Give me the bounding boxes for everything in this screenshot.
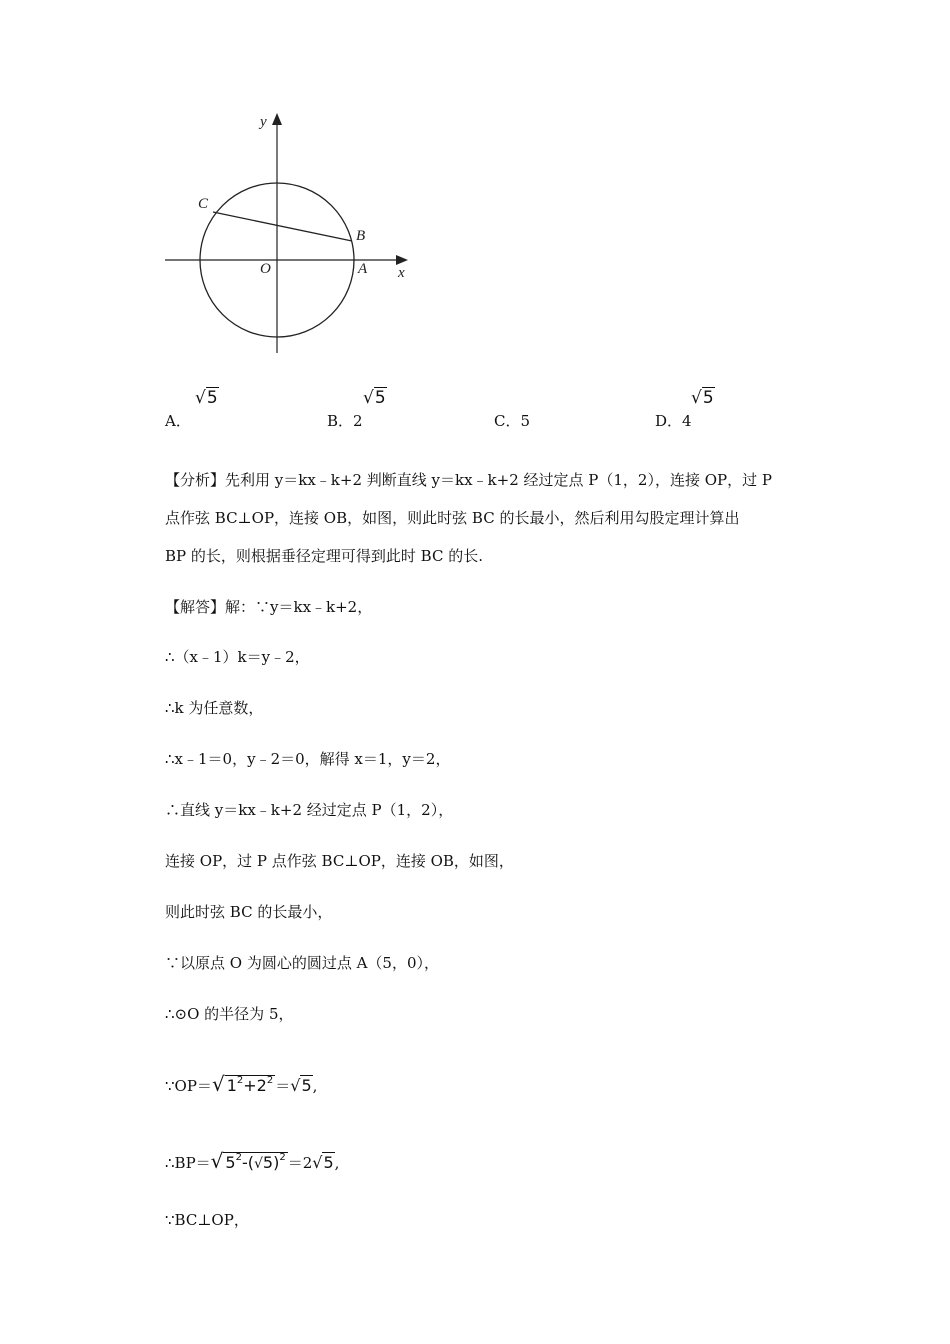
bp-result-radical: √5: [312, 1153, 334, 1172]
op-exp-a: 2: [236, 1075, 244, 1086]
option-d-radicand: 5: [702, 388, 714, 408]
bp-result: 5: [323, 1153, 334, 1172]
solution-line-6: 连接 OP，过 P 点作弦 BC⊥OP，连接 OB，如图，: [165, 852, 514, 870]
analysis-line-2: 点作弦 BC⊥OP，连接 OB，如图，则此时弦 BC 的长最小，然后利用勾股定理计算出: [165, 509, 740, 527]
solution-line-1: 【解答】解：∵y＝kx﹣k+2，: [165, 598, 373, 616]
label-c: C: [198, 196, 209, 212]
option-d-label: D．4: [655, 412, 692, 430]
chord-bc: [213, 212, 352, 241]
op-term-b: +2: [243, 1076, 267, 1095]
label-x: x: [398, 265, 405, 281]
solution-line-12: ∵BC⊥OP，: [165, 1211, 249, 1229]
op-term-a: 1: [226, 1076, 237, 1095]
solution-line-4: ∴x﹣1＝0，y﹣2＝0，解得 x＝1，y＝2，: [165, 750, 451, 768]
bp-close: ): [273, 1153, 280, 1172]
solution-line-3: ∴k 为任意数，: [165, 699, 264, 717]
bp-radical: √ $5^2-(√5)^2$: [210, 1149, 286, 1173]
bp-term-a: 5: [225, 1153, 236, 1172]
op-result: 5: [301, 1076, 312, 1095]
bp-exp-a: 2: [235, 1152, 242, 1163]
option-b-radicand: 5: [374, 388, 386, 408]
op-end: ,: [312, 1077, 318, 1095]
bp-formula: [165, 1145, 339, 1177]
option-a-radical: √5: [195, 388, 218, 408]
option-c-label: C．5: [494, 412, 531, 430]
op-result-radical: √5: [290, 1076, 312, 1095]
bp-prefix: ∴BP＝: [165, 1154, 211, 1172]
label-b: B: [356, 228, 366, 244]
label-a: A: [358, 261, 368, 277]
bp-end: ,: [334, 1154, 340, 1172]
x-axis-arrow: [396, 255, 408, 265]
analysis-line-1: 【分析】先利用 y＝kx﹣k+2 判断直线 y＝kx﹣k+2 经过定点 P（1，2），连接 OP，过 P: [165, 471, 772, 489]
op-eq: ＝: [275, 1077, 291, 1095]
option-b-label: B．2: [327, 412, 363, 430]
bp-mid: -(: [241, 1153, 254, 1172]
solution-line-5: ∴直线 y＝kx﹣k+2 经过定点 P（1，2），: [165, 801, 454, 819]
solution-line-9: ∴⊙O 的半径为 5，: [165, 1005, 294, 1023]
bp-eq: ＝2: [287, 1154, 313, 1172]
bp-exp-b: 2: [279, 1152, 286, 1163]
solution-line-2: ∴（x﹣1）k＝y﹣2，: [165, 648, 310, 666]
option-a-radicand: 5: [206, 388, 218, 408]
label-o: O: [260, 261, 271, 277]
solution-line-7: 则此时弦 BC 的长最小，: [165, 903, 333, 921]
op-prefix: ∵OP＝: [165, 1077, 212, 1095]
label-y: y: [260, 114, 267, 130]
y-axis-arrow: [272, 113, 282, 125]
option-b-radical: √5: [363, 388, 386, 408]
op-radical: √ $1^2+2^2$: [211, 1072, 274, 1096]
bp-inner: 5: [262, 1153, 274, 1172]
option-a-label: A．: [165, 412, 191, 430]
option-d-radical: √5: [691, 388, 714, 408]
circle-figure: [160, 108, 420, 358]
op-formula: [165, 1068, 317, 1099]
op-exp-b: 2: [266, 1075, 274, 1086]
analysis-line-3: BP 的长，则根据垂径定理可得到此时 BC 的长.: [165, 547, 483, 565]
solution-line-8: ∵以原点 O 为圆心的圆过点 A（5，0），: [165, 954, 440, 972]
